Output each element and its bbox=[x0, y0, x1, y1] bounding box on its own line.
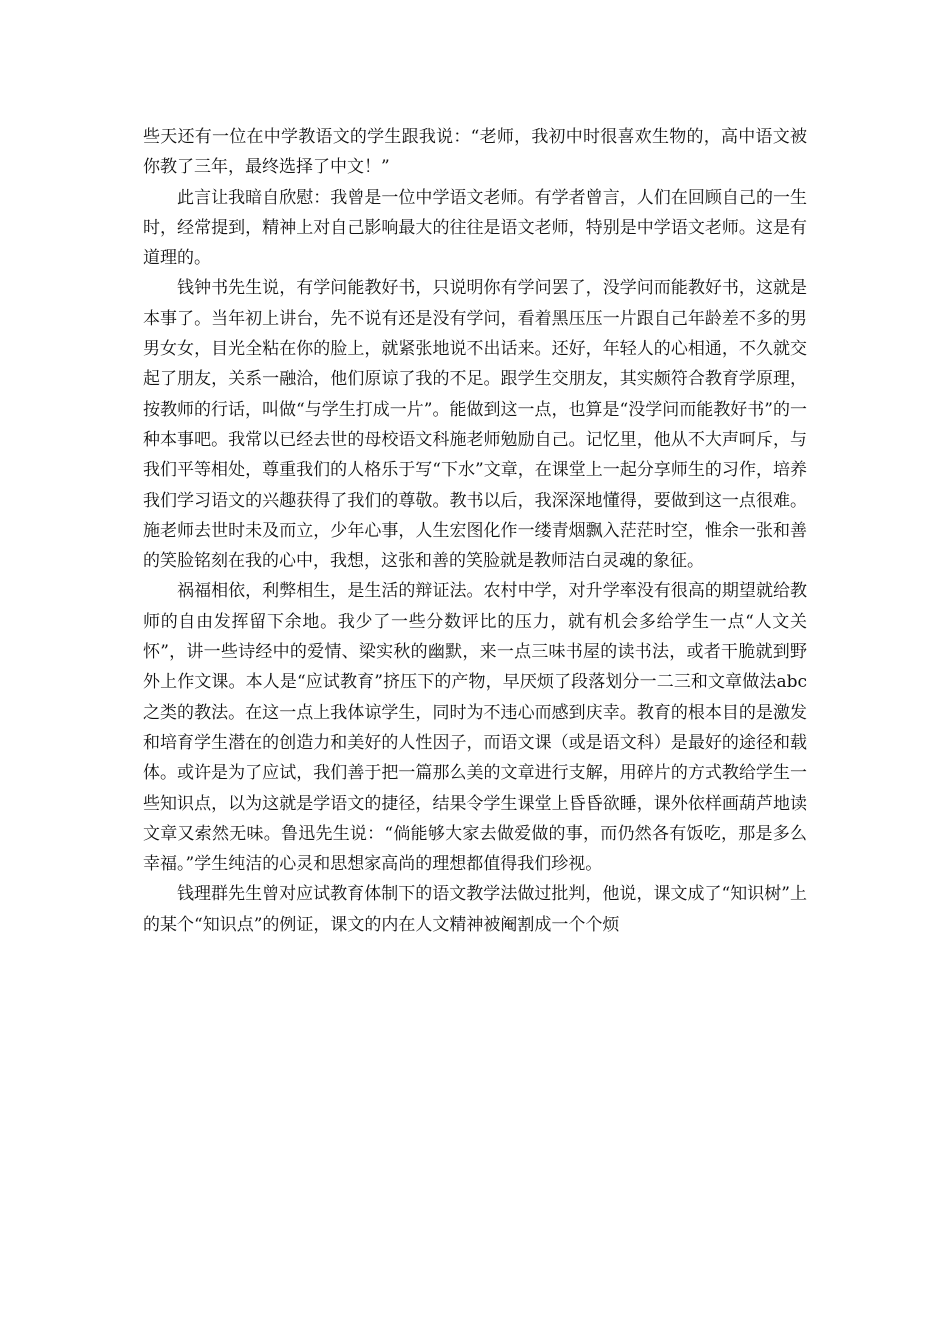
document-body bbox=[143, 122, 807, 940]
paragraph-5: 钱理群先生曾对应试教育体制下的语文教学法做过批判，他说，课文成了“知识树”上的某个“知识点”的例证，课文的内在人文精神被阉割成一个个烦 bbox=[143, 884, 807, 935]
paragraph-3: 钱钟书先生说，有学问能教好书，只说明你有学问罢了，没学问而能教好书，这就是本事了。当年初上讲台，先不说有还是没有学问，看着黑压压一片跟自己年龄差不多的男男女女，目光全粘在你的脸上，就紧张地说不出话来。还好，年轻人的心相通，不久就交起了朋友，关系一融洽，他们原谅了我的不足。跟学生交朋友，其实颇符合教育学原理，按教师的行话，叫做“与学生打成一片”。能做到这一点，也算是“没学问而能教好书”的一种本事吧。我常以已经去世的母校语文科施老师勉励自己。记忆里，他从不大声呵斥，与我们平等相处，尊重我们的人格乐于写“下水”文章，在课堂上一起分享师生的习作，培养我们学习语文的兴趣获得了我们的尊敬。教书以后，我深深地懂得，要做到这一点很难。施老师去世时未及而立，少年心事，人生宏图化作一缕青烟飘入茫茫时空，惟余一张和善的笑脸铭刻在我的心中，我想，这张和善的笑脸就是教师洁白灵魂的象征。 bbox=[143, 278, 807, 572]
paragraph-1: 些天还有一位在中学教语文的学生跟我说：“老师，我初中时很喜欢生物的，高中语文被你教了三年，最终选择了中文！” bbox=[143, 127, 807, 178]
paragraph-4: 祸福相依，利弊相生，是生活的辩证法。农村中学，对升学率没有很高的期望就给教师的自由发挥留下余地。我少了一些分数评比的压力，就有机会多给学生一点“人文关怀”，讲一些诗经中的爱情、梁实秋的幽默，来一点三味书屋的读书法，或者干脆就到野外上作文课。本人是“应试教育”挤压下的产物，早厌烦了段落划分一二三和文章做法abc之类的教法。在这一点上我体谅学生，同时为不违心而感到庆幸。教育的根本目的是激发和培育学生潜在的创造力和美好的人性因子，而语文课（或是语文科）是最好的途径和载体。或许是为了应试，我们善于把一篇那么美的文章进行支解，用碎片的方式教给学生一些知识点，以为这就是学语文的捷径，结果令学生课堂上昏昏欲睡，课外依样画葫芦地读文章又索然无味。鲁迅先生说：“倘能够大家去做爱做的事，而仍然各有饭吃，那是多么幸福。”学生纯洁的心灵和思想家高尚的理想都值得我们珍视。 bbox=[143, 581, 807, 875]
paragraph-2: 此言让我暗自欣慰：我曾是一位中学语文老师。有学者曾言，人们在回顾自己的一生时，经常提到，精神上对自己影响最大的往往是语文老师，特别是中学语文老师。这是有道理的。 bbox=[143, 187, 807, 269]
